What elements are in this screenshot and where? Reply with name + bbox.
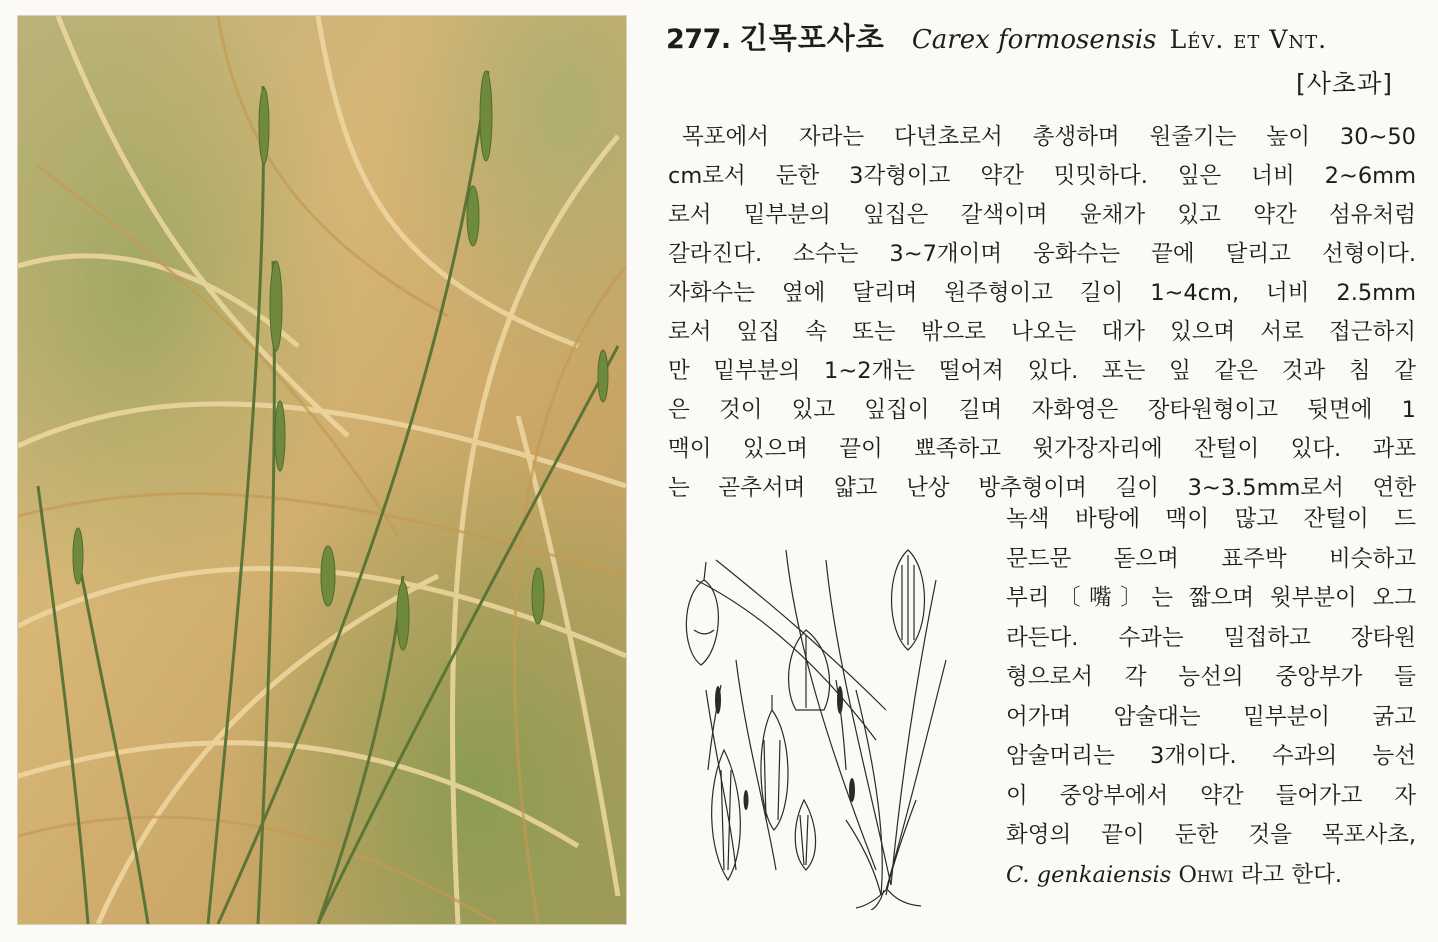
text-line: cm로서 둔한 3각형이고 약간 밋밋하다. 잎은 너비 2~6mm	[668, 163, 1416, 189]
text-line: 갈라진다. 소수는 3~7개이며 웅화수는 끝에 달리고 선형이다.	[668, 241, 1416, 267]
text-line: 자화수는 옆에 달리며 원주형이고 길이 1~4cm, 너비 2.5mm	[668, 280, 1416, 306]
family-name: [사초과]	[1296, 69, 1393, 98]
text-line: 암술머리는 3개이다. 수과의 능선	[1006, 743, 1416, 769]
korean-name: 긴목포사초	[739, 21, 885, 55]
text-line: 만 밑부분의 1~2개는 떨어져 있다. 포는 잎 같은 것과 침 같	[668, 358, 1416, 384]
scientific-name: Carex formosensis	[911, 25, 1157, 55]
text-line: 은 것이 있고 잎집이 길며 자화영은 장타원형이고 뒷면에 1	[668, 397, 1416, 423]
text-line: 녹색 바탕에 맥이 많고 잔털이 드	[1006, 506, 1416, 532]
text-line: 어가며 암술대는 밑부분이 굵고	[1006, 703, 1416, 730]
related-species-author: Ohwi	[1178, 861, 1234, 888]
botanical-illustration-graphic	[676, 540, 956, 910]
text-line: 화영의 끝이 둔한 것을 목포사초,	[1006, 822, 1416, 848]
related-species-suffix: 라고 한다.	[1240, 861, 1343, 888]
entry-number: 277.	[666, 24, 731, 55]
text-line: 로서 밑부분의 잎집은 갈색이며 윤채가 있고 약간 섬유처럼	[668, 202, 1416, 228]
plant-photo-graphic	[18, 16, 626, 924]
description-text-continued	[1006, 500, 1416, 895]
text-line-last	[1006, 856, 1416, 896]
plant-photo	[17, 15, 627, 925]
text-line: 라든다. 수과는 밀접하고 장타원	[1006, 624, 1416, 651]
text-line: 부리〔嘴〕는 짧으며 윗부분이 오그	[1006, 585, 1416, 611]
related-species-name: C. genkaiensis	[1006, 861, 1172, 888]
text-line: 는 곧추서며 얇고 난상 방추형이며 길이 3~3.5mm로서 연한	[668, 475, 1416, 501]
text-line: 맥이 있으며 끝이 뾰족하고 윗가장자리에 잔털이 있다. 과포	[668, 436, 1416, 462]
text-line: 목포에서 자라는 다년초로서 총생하며 원줄기는 높이 30~50	[682, 124, 1416, 150]
description-text	[668, 118, 1416, 508]
text-line: 이 중앙부에서 약간 들어가고 자	[1006, 782, 1416, 809]
entry-header	[666, 16, 1438, 66]
text-line: 문드문 돋으며 표주박 비슷하고	[1006, 545, 1416, 572]
authority: Lév. et Vnt.	[1169, 25, 1328, 54]
botanical-illustration	[676, 540, 956, 910]
text-line: 형으로서 각 능선의 중앙부가 들	[1006, 664, 1416, 690]
text-line: 로서 잎집 속 또는 밖으로 나오는 대가 있으며 서로 접근하지	[668, 319, 1416, 345]
